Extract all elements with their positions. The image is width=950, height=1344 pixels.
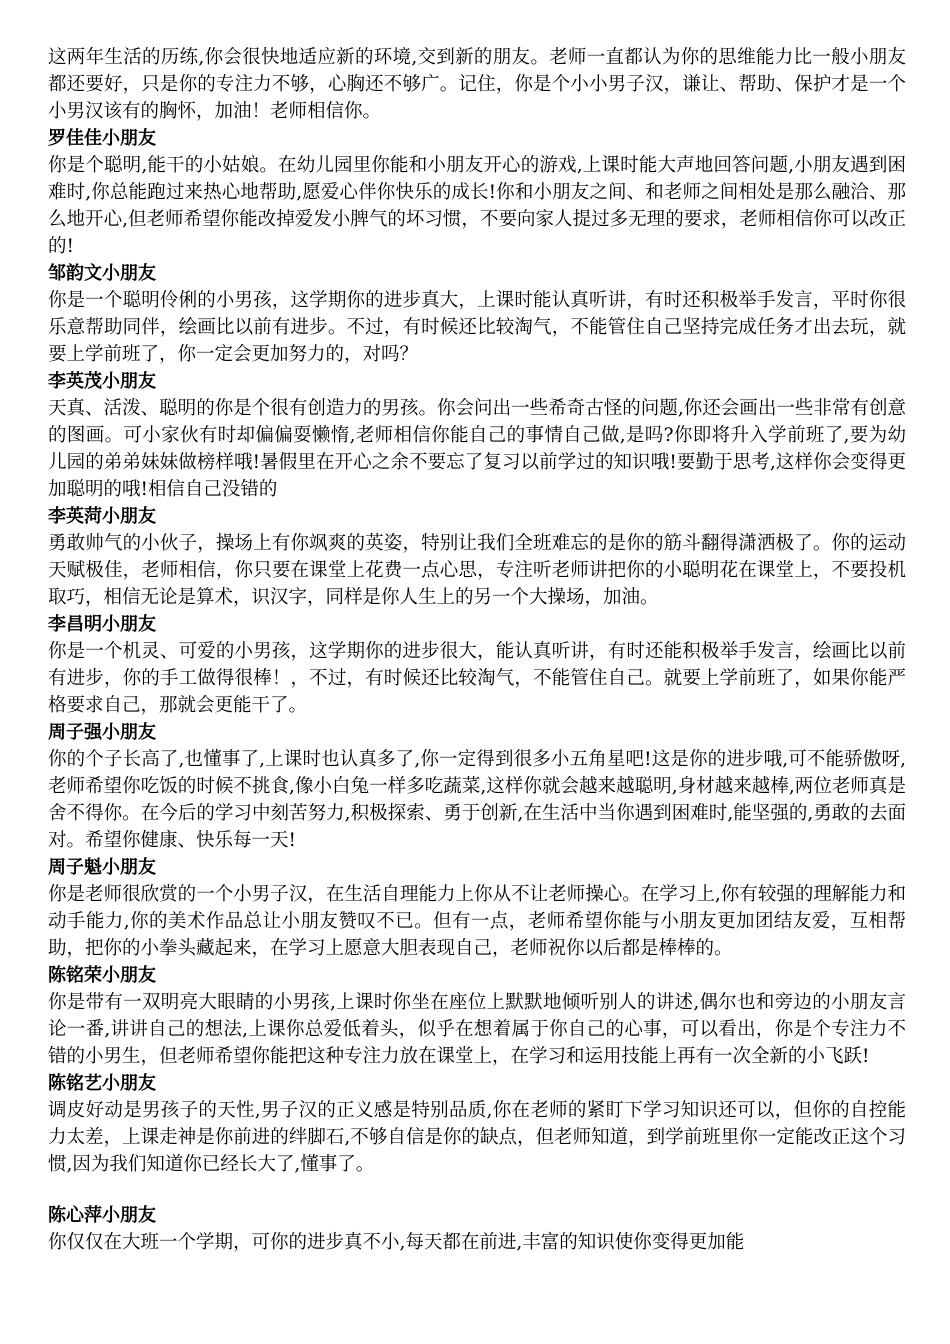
comment-paragraph-10: 你仅仅在大班一个学期，可你的进步真不小,每天都在前进,丰富的知识使你变得更加能 — [48, 1232, 745, 1253]
student-name-7: 周子魁小朋友 — [48, 857, 156, 878]
student-name-1: 罗佳佳小朋友 — [48, 128, 156, 149]
student-name-10: 陈心萍小朋友 — [48, 1205, 156, 1226]
comment-paragraph-7: 你是老师很欣赏的一个小男子汉，在生活自理能力上你从不让老师操心。在学习上,你有较强的理解能力和动手能力,你的美术作品总让小朋友赞叹不已。但有一点，老师希望你能与小朋友更加团结友爱，互相帮助，把你的小拳头藏起来，在学习上愿意大胆表现自己，老师祝你以后都是棒棒的。 — [48, 884, 906, 959]
student-name-5: 李昌明小朋友 — [48, 614, 156, 635]
comment-paragraph-3: 天真、活泼、聪明的你是个很有创造力的男孩。你会问出一些希奇古怪的问题,你还会画出一些非常有创意的图画。可小家伙有时却偏偏耍懒惰,老师相信你能自己的事情自己做,是吗?你即将升入学前班了,要为幼儿园的弟弟妹妹做榜样哦!暑假里在开心之余不要忘了复习以前学过的知识哦!要勤于思考,这样你会变得更加聪明的哦!相信自己没错的 — [48, 398, 906, 500]
blank-line — [48, 1178, 906, 1202]
comment-paragraph-8: 你是带有一双明亮大眼睛的小男孩,上课时你坐在座位上默默地倾听别人的讲述,偶尔也和旁边的小朋友言论一番,讲讲自己的想法,上课你总爱低着头，似乎在想着属于你自己的心事，可以看出，你是个专注力不错的小男生，但老师希望你能把这种专注力放在课堂上，在学习和运用技能上再有一次全新的小飞跃! — [48, 992, 906, 1067]
comment-paragraph-5: 你是一个机灵、可爱的小男孩，这学期你的进步很大，能认真听讲，有时还能积极举手发言，绘画比以前有进步，你的手工做得很棒！，不过，有时候还比较淘气，不能管住自己。就要上学前班了，如果你能严格要求自己，那就会更能干了。 — [48, 641, 906, 716]
student-name-3: 李英茂小朋友 — [48, 371, 156, 392]
comment-paragraph-2: 你是一个聪明伶俐的小男孩，这学期你的进步真大，上课时能认真听讲，有时还积极举手发言，平时你很乐意帮助同伴，绘画比以前有进步。不过，有时候还比较淘气，不能管住自己坚持完成任务才出去玩，就要上学前班了，你一定会更加努力的，对吗？ — [48, 290, 906, 365]
student-name-2: 邹韵文小朋友 — [48, 263, 156, 284]
document-page — [48, 44, 906, 1256]
intro-paragraph: 这两年生活的历练,你会很快地适应新的环境,交到新的朋友。老师一直都认为你的思维能力比一般小朋友都还要好，只是你的专注力不够，心胸还不够广。记住，你是个小小男子汉，谦让、帮助、保护才是一个小男汉该有的胸怀，加油！老师相信你。 — [48, 47, 906, 122]
comment-paragraph-6: 你的个子长高了,也懂事了,上课时也认真多了,你一定得到很多小五角星吧!这是你的进步哦,可不能骄傲呀,老师希望你吃饭的时候不挑食,像小白兔一样多吃蔬菜,这样你就会越来越聪明,身材越来越棒,两位老师真是舍不得你。在今后的学习中刻苦努力,积极探索、勇于创新,在生活中当你遇到困难时,能坚强的,勇敢的去面对。希望你健康、快乐每一天! — [48, 749, 906, 851]
student-name-8: 陈铭荣小朋友 — [48, 965, 156, 986]
student-name-6: 周子强小朋友 — [48, 722, 156, 743]
student-name-4: 李英菏小朋友 — [48, 506, 156, 527]
comment-paragraph-1: 你是个聪明,能干的小姑娘。在幼儿园里你能和小朋友开心的游戏,上课时能大声地回答问题,小朋友遇到困难时,你总能跑过来热心地帮助,愿爱心伴你快乐的成长!你和小朋友之间、和老师之间相处是那么融洽、那么地开心,但老师希望你能改掉爱发小脾气的坏习惯，不要向家人提过多无理的要求，老师相信你可以改正的! — [48, 155, 906, 257]
comment-paragraph-4: 勇敢帅气的小伙子，操场上有你飒爽的英姿，特别让我们全班难忘的是你的筋斗翻得潇洒极了。你的运动天赋极佳，老师相信，你只要在课堂上花费一点心思，专注听老师讲把你的小聪明花在课堂上，不要投机取巧，相信无论是算术，识汉字，同样是你人生上的另一个大操场，加油。 — [48, 533, 906, 608]
comment-paragraph-9: 调皮好动是男孩子的天性,男子汉的正义感是特别品质,你在老师的紧盯下学习知识还可以，但你的自控能力太差，上课走神是你前进的绊脚石,不够自信是你的缺点，但老师知道，到学前班里你一定能改正这个习惯,因为我们知道你已经长大了,懂事了。 — [48, 1100, 906, 1175]
student-name-9: 陈铭艺小朋友 — [48, 1073, 156, 1094]
